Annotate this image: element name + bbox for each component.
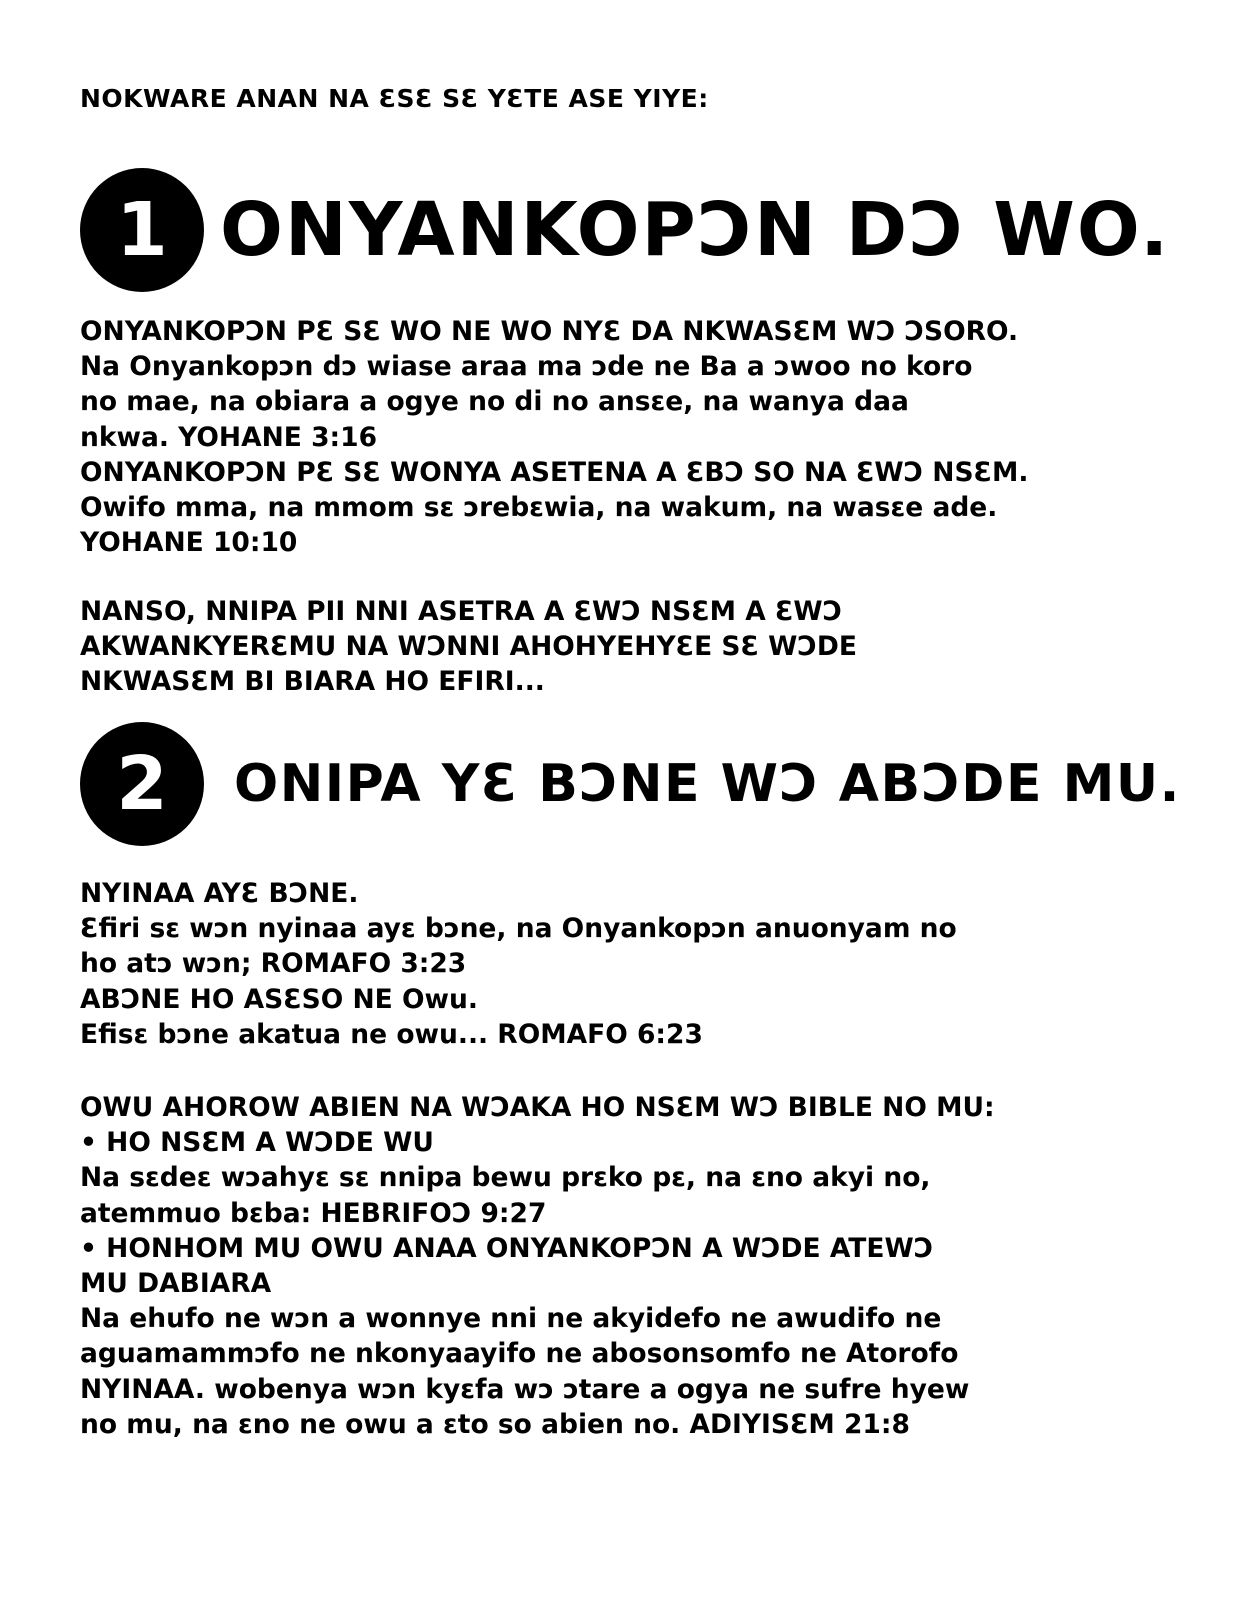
text-line: OWU AHOROW ABIEN NA WƆAKA HO NSƐM WƆ BIBLE NO MU: bbox=[80, 1092, 995, 1123]
text-line: NKWASƐM BI BIARA HO EFIRI... bbox=[80, 666, 545, 698]
text-line: no mu, na ɛno ne owu a ɛto so abien no. ADIYISƐM 21:8 bbox=[80, 1408, 910, 1440]
two-deaths-text-block bbox=[80, 1090, 1200, 1442]
text-line: aguamammɔfo ne nkonyaayifo ne abosonsomfo ne Atorofo bbox=[80, 1338, 959, 1370]
intro-heading: NOKWARE ANAN NA ƐSƐ SƐ YƐTE ASE YIYE: bbox=[80, 84, 709, 113]
text-line: Na sɛdeɛ wɔahyɛ sɛ nnipa bewu prɛko pɛ, na ɛno akyi no, bbox=[80, 1162, 931, 1194]
text-line: Owifo mma, na mmom sɛ ɔrebɛwia, na wakum, na wasɛe ade. bbox=[80, 492, 998, 524]
text-line: ONYANKOPƆN PƐ SƐ WO NE WO NYƐ DA NKWASƐM WƆ ƆSORO. bbox=[80, 316, 1019, 347]
text-line: NANSO, NNIPA PII NNI ASETRA A ƐWƆ NSƐM A ƐWƆ bbox=[80, 596, 843, 627]
text-line: no mae, na obiara a ogye no di no ansɛe, na wanya daa bbox=[80, 386, 909, 418]
text-line: ONYANKOPƆN PƐ SƐ WONYA ASETENA A ƐBƆ SO NA ƐWƆ NSƐM. bbox=[80, 456, 1029, 488]
text-line: Efisɛ bɔne akatua ne owu... ROMAFO 6:23 bbox=[80, 1018, 703, 1050]
step-2-text-block bbox=[80, 876, 1200, 1052]
bullet-item: • HO NSƐM A WƆDE WU bbox=[80, 1127, 434, 1159]
text-line: AKWANKYERƐMU NA WƆNNI AHOHYEHYƐE SƐ WƆDE bbox=[80, 631, 857, 663]
transition-text-block bbox=[80, 594, 1200, 700]
text-line: NYINAA. wobenya wɔn kyɛfa wɔ ɔtare a ogya ne sufre hyew bbox=[80, 1373, 970, 1405]
step-2-number-badge: 2 bbox=[80, 722, 204, 846]
text-line: YOHANE 10:10 bbox=[80, 527, 298, 559]
text-line: NYINAA AYƐ BƆNE. bbox=[80, 878, 359, 909]
text-line: Na ehufo ne wɔn a wonnye nni ne akyidefo ne awudifo ne bbox=[80, 1303, 942, 1335]
text-line: atemmuo bɛba: HEBRIFOƆ 9:27 bbox=[80, 1197, 547, 1229]
text-line: ABƆNE HO ASƐSO NE Owu. bbox=[80, 983, 478, 1015]
step-1-title: ONYANKOPƆN DƆ WO. bbox=[220, 187, 1171, 273]
step-1-number-badge: 1 bbox=[80, 168, 204, 292]
text-line: ho atɔ wɔn; ROMAFO 3:23 bbox=[80, 948, 467, 980]
text-line: nkwa. YOHANE 3:16 bbox=[80, 421, 378, 453]
text-line: MU DABIARA bbox=[80, 1268, 272, 1300]
step-2-heading bbox=[80, 722, 1181, 846]
step-1-text-block bbox=[80, 314, 1200, 560]
bullet-item: • HONHOM MU OWU ANAA ONYANKOPƆN A WƆDE ATEWƆ bbox=[80, 1232, 934, 1264]
step-1-heading bbox=[80, 168, 1170, 292]
step-2-title: ONIPA YƐ BƆNE WƆ ABƆDE MU. bbox=[234, 754, 1181, 814]
text-line: Ɛfiri sɛ wɔn nyinaa ayɛ bɔne, na Onyankopɔn anuonyam no bbox=[80, 913, 957, 945]
text-line: Na Onyankopɔn dɔ wiase araa ma ɔde ne Ba a ɔwoo no koro bbox=[80, 351, 973, 383]
